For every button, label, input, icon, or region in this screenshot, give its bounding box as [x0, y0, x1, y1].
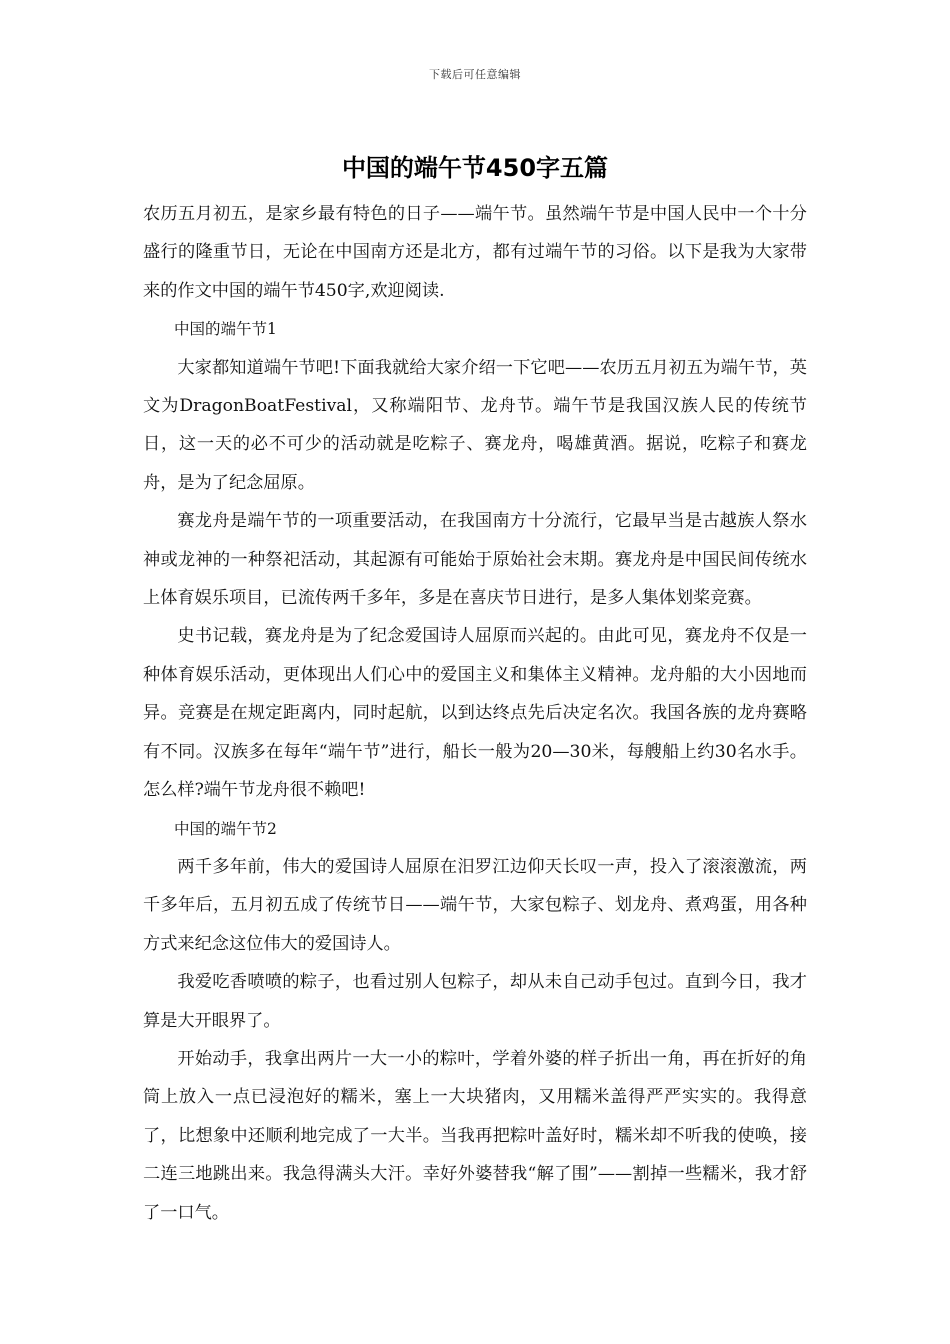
header-note: 下载后可任意编辑 — [429, 68, 521, 81]
intro-paragraph: 农历五月初五，是家乡最有特色的日子——端午节。虽然端午节是中国人民中一个十分盛行的隆重节日，无论在中国南方还是北方，都有过端午节的习俗。以下是我为大家带来的作文中国的端午节450字,欢迎阅读. — [143, 204, 807, 301]
essay-2-paragraph-1: 两千多年前，伟大的爱国诗人屈原在汨罗江边仰天长叹一声，投入了滚滚激流，两千多年后，五月初五成了传统节日——端午节，大家包粽子、划龙舟、煮鸡蛋，用各种方式来纪念这位伟大的爱国诗人。 — [143, 856, 807, 954]
document-title: 中国的端午节450字五篇 — [341, 154, 609, 182]
essay-1-paragraph-3: 史书记载，赛龙舟是为了纪念爱国诗人屈原而兴起的。由此可见，赛龙舟不仅是一种体育娱乐活动，更体现出人们心中的爱国主义和集体主义精神。龙舟船的大小因地而异。竞赛是在规定距离内，同时起航，以到达终点先后决定名次。我国各族的龙舟赛略有不同。汉族多在每年“端午节”进行，船长一般为20—30米，每艘船上约30名水手。怎么样?端午节龙舟很不赖吧! — [143, 626, 807, 801]
essay-1-paragraph-2: 赛龙舟是端午节的一项重要活动，在我国南方十分流行，它最早当是古越族人祭水神或龙神的一种祭祀活动，其起源有可能始于原始社会末期。赛龙舟是中国民间传统水上体育娱乐项目，已流传两千多年，多是在喜庆节日进行，是多人集体划桨竞赛。 — [143, 511, 807, 609]
essay-1-heading: 中国的端午节1 — [174, 320, 277, 339]
document-body — [143, 195, 807, 1232]
essay-2-heading: 中国的端午节2 — [174, 819, 277, 838]
essay-1-paragraph-1: 大家都知道端午节吧!下面我就给大家介绍一下它吧——农历五月初五为端午节，英文为DragonBoatFestival，又称端阳节、龙舟节。端午节是我国汉族人民的传统节日，这一天的必不可少的活动就是吃粽子、赛龙舟，喝雄黄酒。据说，吃粽子和赛龙舟，是为了纪念屈原。 — [143, 357, 807, 493]
essay-2-paragraph-3: 开始动手，我拿出两片一大一小的粽叶，学着外婆的样子折出一角，再在折好的角筒上放入一点已浸泡好的糯米，塞上一大块猪肉，又用糯米盖得严严实实的。我得意了，比想象中还顺利地完成了一大半。当我再把粽叶盖好时，糯米却不听我的使唤，接二连三地跳出来。我急得满头大汗。幸好外婆替我“解了围”——割掉一些糯米，我才舒了一口气。 — [143, 1048, 807, 1223]
essay-2-paragraph-2: 我爱吃香喷喷的粽子，也看过别人包粽子，却从未自己动手包过。直到今日，我才算是大开眼界了。 — [143, 972, 807, 1031]
